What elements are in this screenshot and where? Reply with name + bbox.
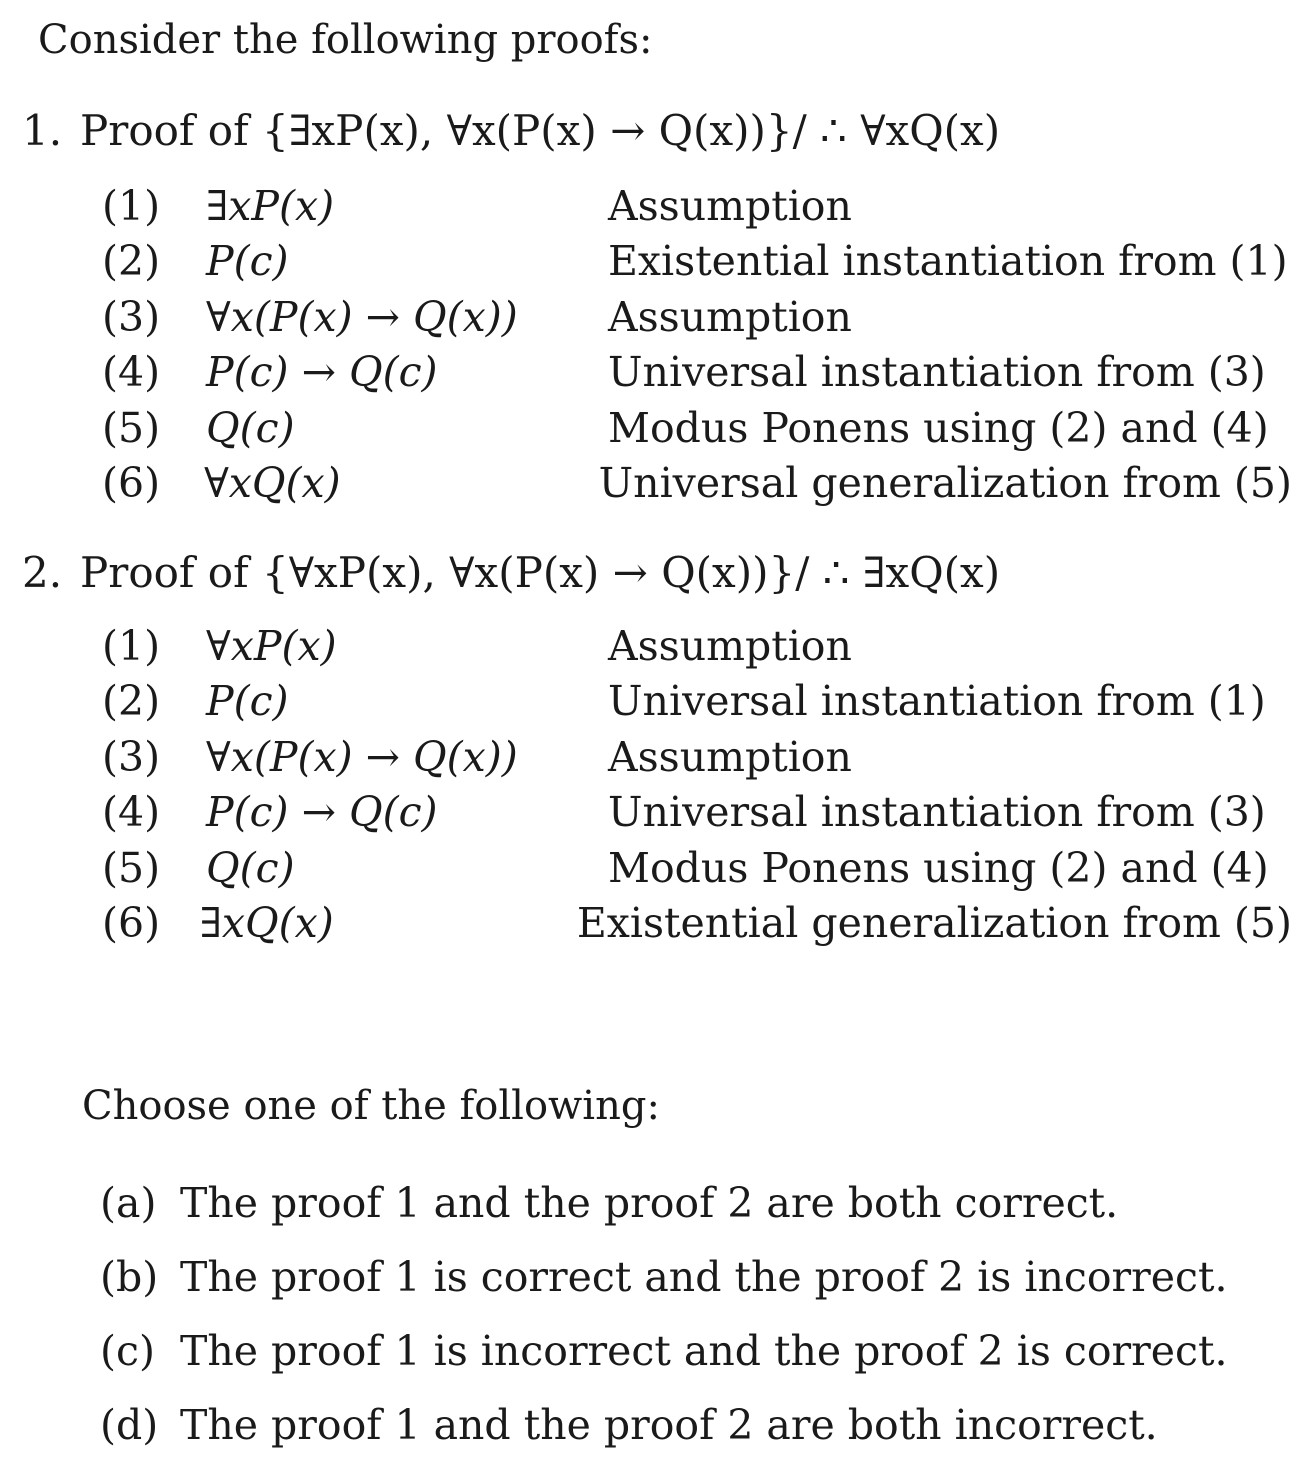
step-number: (3) [102,292,161,341]
step-formula: ∀x(P(x) → Q(x)) [206,732,518,781]
proof-step [102,785,1292,841]
step-number: (6) [102,899,161,948]
proof-step [102,289,1292,345]
step-justification: Universal generalization from (5) [598,459,1292,508]
option-text: The proof 1 and the proof 2 are both correct. [180,1179,1119,1227]
step-formula: P(c) → Q(c) [206,788,438,837]
step-number: (1) [102,621,161,670]
step-formula: P(c) [206,677,289,726]
option-text: The proof 1 is correct and the proof 2 is incorrect. [180,1253,1228,1301]
step-formula: P(c) [206,237,289,286]
proof-step [102,234,1292,290]
step-number: (4) [102,348,161,397]
option-text: The proof 1 is incorrect and the proof 2 is correct. [180,1327,1228,1375]
step-justification: Universal instantiation from (3) [608,788,1266,837]
step-number: (2) [102,237,161,286]
step-justification: Assumption [608,732,852,781]
proof-step [102,345,1292,401]
step-justification: Universal instantiation from (3) [608,348,1266,397]
proof-2-title: Proof of {∀xP(x), ∀x(P(x) → Q(x))}/ ∴ ∃xQ(x) [80,548,1001,597]
answer-option-d[interactable] [100,1388,1227,1462]
proof-1-steps [102,178,1292,511]
step-justification: Assumption [608,621,852,670]
proof-2-steps [102,618,1292,951]
answer-option-a[interactable] [100,1166,1227,1240]
option-label: (b) [100,1253,159,1301]
proof-step [102,674,1292,730]
step-number: (3) [102,732,161,781]
step-number: (4) [102,788,161,837]
option-label: (a) [100,1179,157,1227]
step-formula: ∀xP(x) [206,621,337,670]
step-number: (5) [102,403,161,452]
proof-2-heading [22,546,1000,600]
step-justification: Existential generalization from (5) [576,899,1292,948]
option-label: (d) [100,1401,159,1449]
proof-step [102,896,1292,952]
step-formula: ∃xQ(x) [199,899,334,948]
step-formula: ∀xQ(x) [204,459,341,508]
proof-step [102,400,1292,456]
step-justification: Universal instantiation from (1) [608,677,1266,726]
step-justification: Modus Ponens using (2) and (4) [608,403,1269,452]
answer-options [100,1166,1227,1462]
proof-step [102,456,1292,512]
answer-option-c[interactable] [100,1314,1227,1388]
step-formula: ∀x(P(x) → Q(x)) [206,292,518,341]
proof-step [102,840,1292,896]
intro-text: Consider the following proofs: [38,17,653,63]
step-justification: Assumption [608,181,852,230]
step-formula: ∃xP(x) [206,181,335,230]
proof-step [102,729,1292,785]
option-label: (c) [100,1327,155,1375]
step-justification: Assumption [608,292,852,341]
proof-1-title: Proof of {∃xP(x), ∀x(P(x) → Q(x))}/ ∴ ∀xQ(x) [80,106,1001,155]
step-number: (1) [102,181,161,230]
option-text: The proof 1 and the proof 2 are both incorrect. [180,1401,1158,1449]
step-formula: Q(c) [206,843,295,892]
proof-1-heading [22,104,1000,158]
step-justification: Modus Ponens using (2) and (4) [608,843,1269,892]
proof-step [102,618,1292,674]
question-prompt: Choose one of the following: [82,1083,660,1129]
answer-option-b[interactable] [100,1240,1227,1314]
proof-1-number: 1. [22,106,63,155]
step-number: (6) [102,459,161,508]
step-number: (5) [102,843,161,892]
proof-step [102,178,1292,234]
step-justification: Existential instantiation from (1) [608,237,1288,286]
step-number: (2) [102,677,161,726]
step-formula: Q(c) [206,403,295,452]
proof-2-number: 2. [22,548,63,597]
step-formula: P(c) → Q(c) [206,348,438,397]
